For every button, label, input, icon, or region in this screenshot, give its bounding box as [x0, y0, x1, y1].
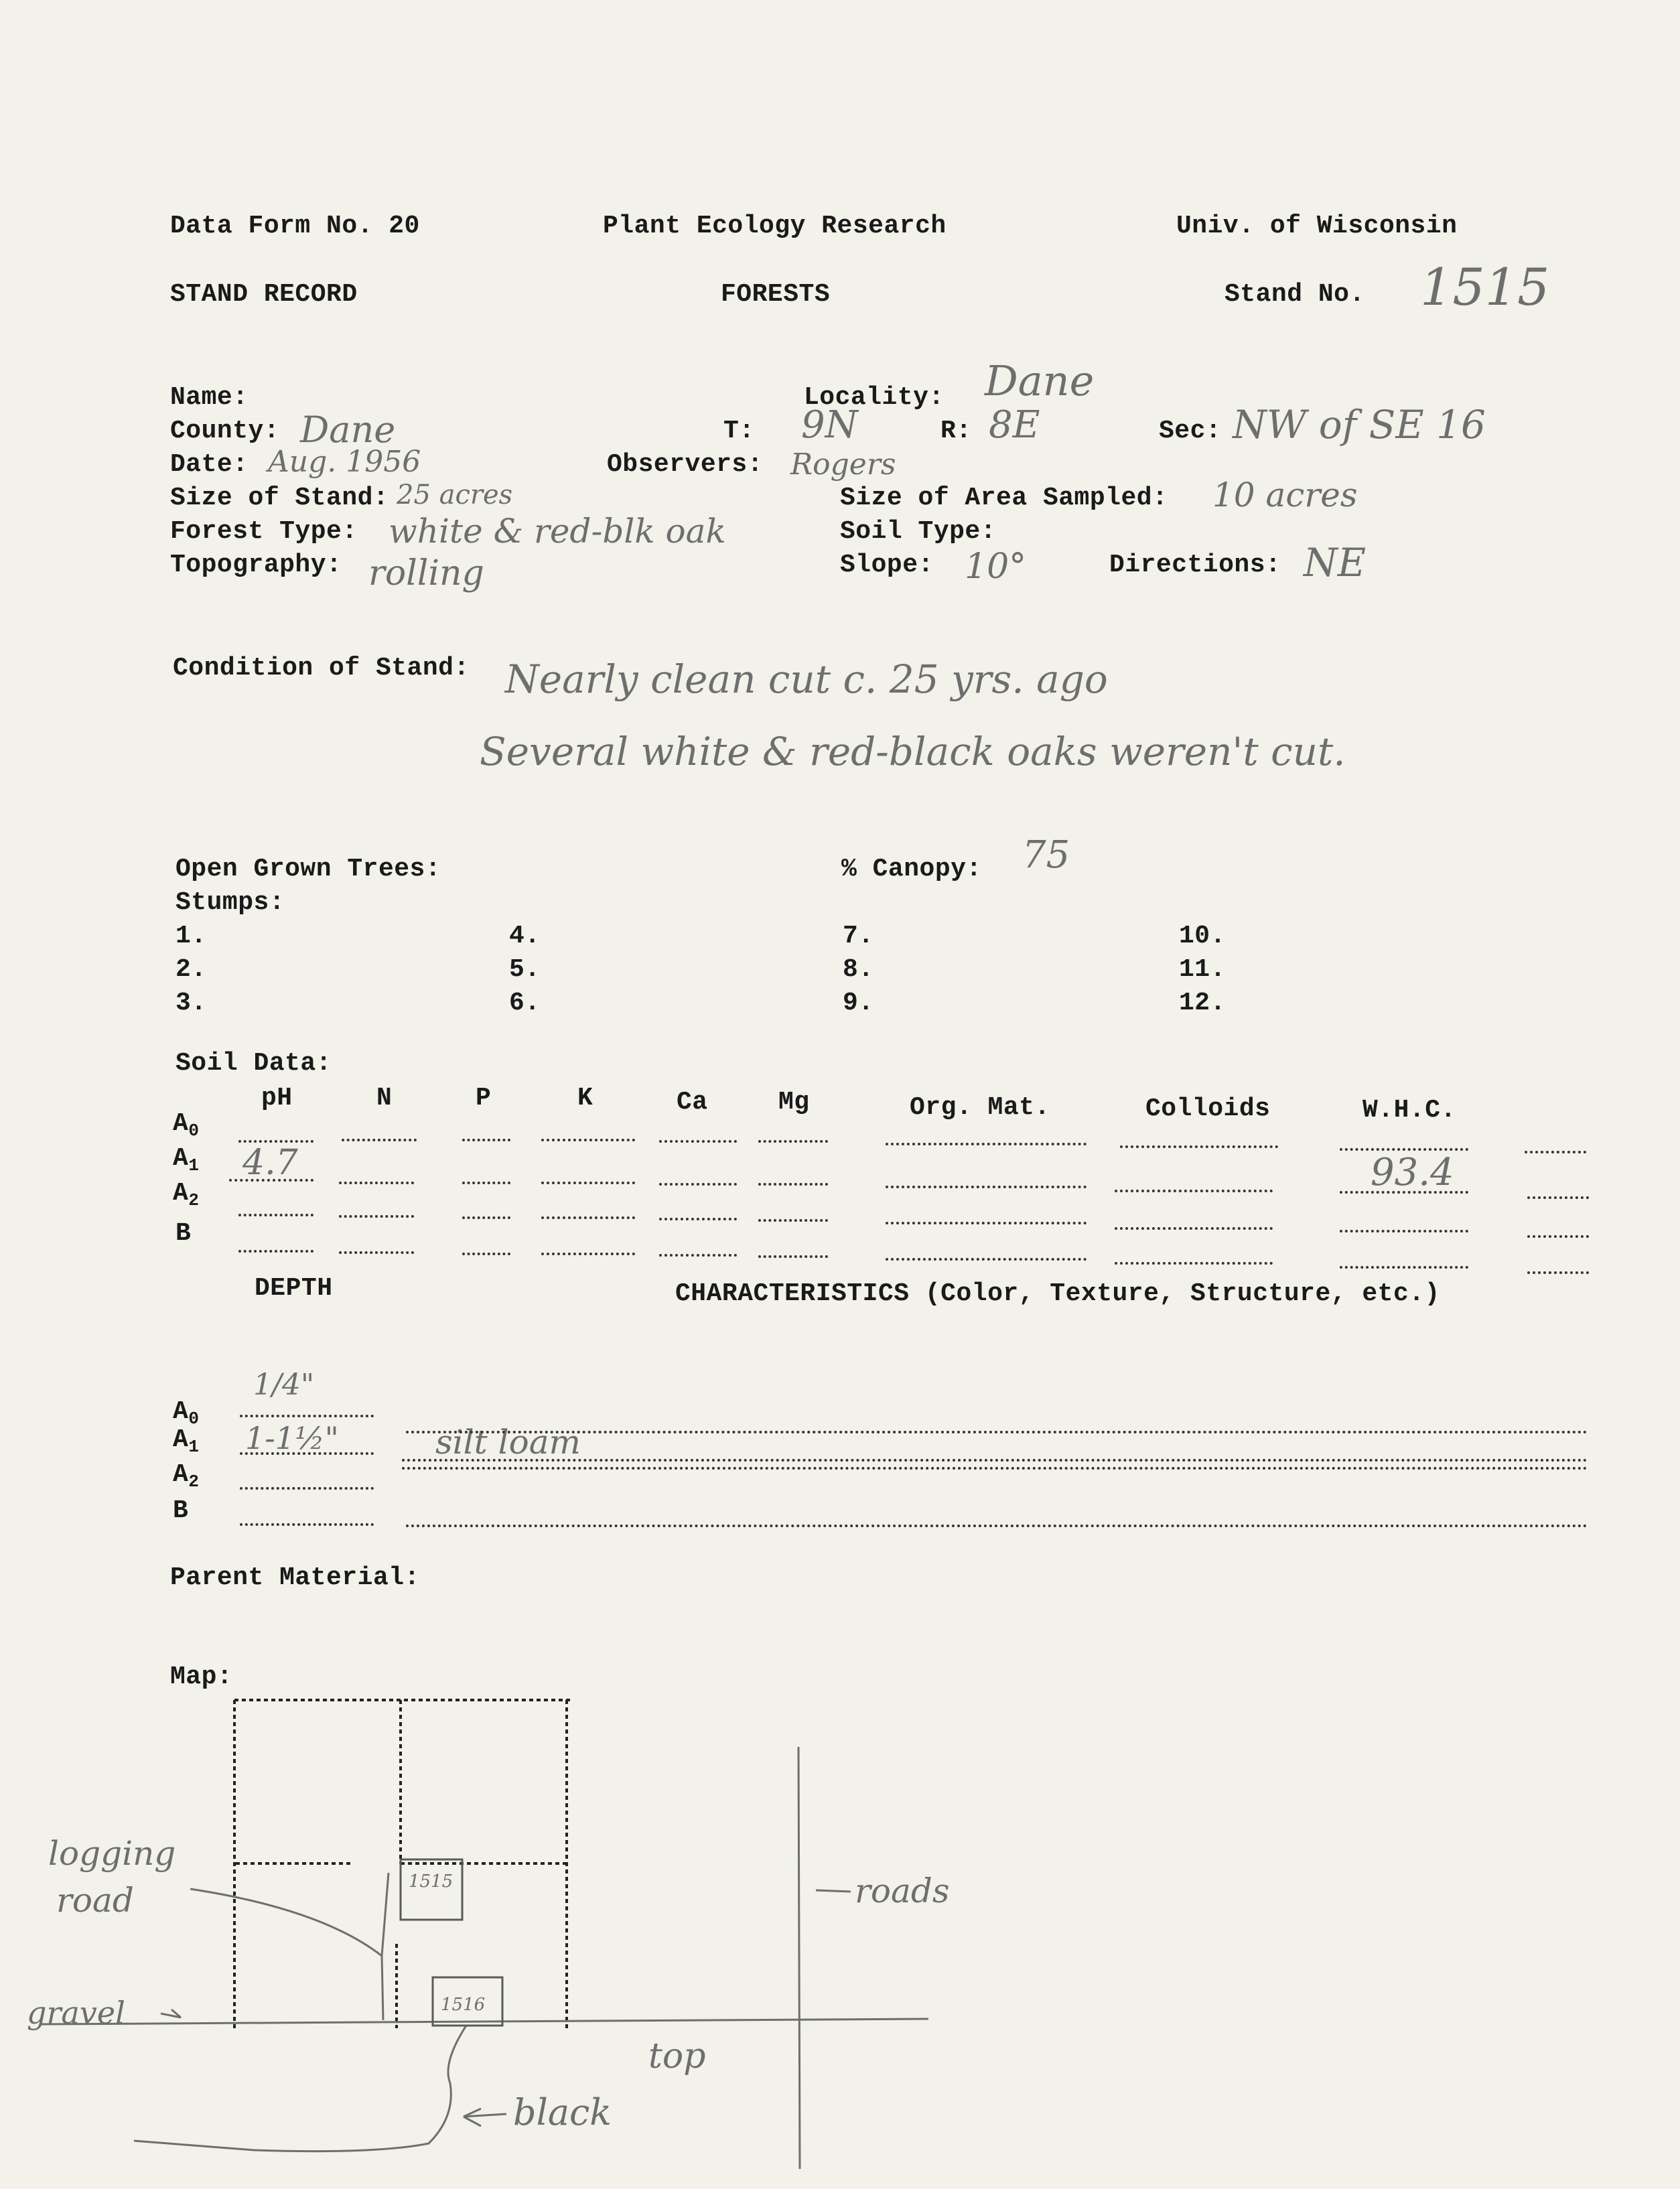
record-type: STAND RECORD: [170, 280, 358, 309]
condition-line-1: Nearly clean cut c. 25 yrs. ago: [505, 656, 1108, 702]
locality-label: Locality:: [804, 383, 944, 412]
directions-label: Directions:: [1109, 551, 1281, 579]
col-org-mat: Org. Mat.: [910, 1093, 1050, 1122]
col-ca: Ca: [677, 1088, 708, 1117]
a1-ph-value: 4.7: [242, 1143, 298, 1183]
form-number: Data Form No. 20: [170, 212, 420, 240]
condition-label: Condition of Stand:: [173, 654, 470, 683]
organization: Plant Ecology Research: [603, 212, 947, 240]
col-k: K: [577, 1084, 593, 1113]
topography-label: Topography:: [170, 551, 342, 579]
canopy-value: 75: [1022, 833, 1070, 877]
directions-value: NE: [1304, 540, 1367, 585]
stump-5: 5.: [509, 955, 541, 984]
gravel-label: gravel: [27, 1995, 125, 2031]
soil-data-label: Soil Data:: [176, 1049, 332, 1078]
a1-characteristics-value: silt loam: [435, 1423, 581, 1462]
a0-depth-value: 1/4": [253, 1368, 315, 1402]
t-label: T:: [723, 417, 755, 445]
horizon-a0: $A_0$: [173, 1109, 200, 1141]
profile-horizon-a0: $A_0$: [173, 1397, 200, 1429]
date-label: Date:: [170, 450, 249, 479]
section-grid: [234, 1700, 571, 2028]
stand-number-value: 1515: [1420, 257, 1550, 317]
roads-label: roads: [855, 1872, 950, 1910]
stump-6: 6.: [509, 989, 541, 1017]
col-n: N: [376, 1084, 393, 1113]
stand-1515-label: 1515: [409, 1872, 453, 1892]
t-value: 9N: [801, 403, 858, 447]
col-mg: Mg: [778, 1088, 810, 1117]
size-of-area-value: 10 acres: [1212, 476, 1358, 514]
profile-horizon-a2: $A_2$: [173, 1460, 200, 1492]
stumps-label: Stumps:: [176, 888, 285, 917]
slope-label: Slope:: [840, 551, 934, 579]
gravel-arrow: [161, 2009, 181, 2018]
condition-line-2: Several white & red-black oaks weren't cut.: [480, 729, 1346, 774]
university: Univ. of Wisconsin: [1176, 212, 1458, 240]
observers-label: Observers:: [607, 450, 764, 479]
pencil-lines: [40, 1747, 928, 2169]
date-value: Aug. 1956: [268, 445, 421, 479]
size-of-stand-value: 25 acres: [397, 480, 513, 510]
slope-value: 10°: [965, 547, 1027, 587]
map-label: Map:: [170, 1663, 233, 1691]
observers-value: Rogers: [790, 447, 896, 482]
county-label: County:: [170, 417, 280, 445]
open-grown-trees-label: Open Grown Trees:: [176, 855, 441, 884]
logging-road-label-1: logging: [48, 1834, 176, 1873]
profile-horizon-a1: $A_1$: [173, 1425, 200, 1457]
stand-1516-label: 1516: [441, 1995, 486, 2015]
logging-road-label-2: road: [56, 1881, 134, 1920]
a1-whc-value: 93.4: [1371, 1151, 1454, 1194]
stump-10: 10.: [1179, 922, 1226, 950]
r-label: R:: [940, 417, 972, 445]
parent-material-label: Parent Material:: [170, 1563, 420, 1592]
topography-value: rolling: [368, 553, 484, 593]
size-of-area-label: Size of Area Sampled:: [840, 484, 1168, 512]
sec-value: NW of SE 16: [1233, 402, 1486, 447]
depth-label: DEPTH: [255, 1274, 333, 1303]
sec-label: Sec:: [1159, 417, 1222, 445]
forest-type-label: Forest Type:: [170, 517, 358, 546]
soil-type-label: Soil Type:: [840, 517, 997, 546]
stump-8: 8.: [843, 955, 874, 984]
col-whc: W.H.C.: [1362, 1096, 1456, 1125]
stump-12: 12.: [1179, 989, 1226, 1017]
profile-horizon-b: B: [173, 1496, 189, 1525]
forest-type-value: white & red-blk oak: [389, 512, 726, 551]
county-value: Dane: [300, 409, 396, 451]
stump-1: 1.: [176, 922, 207, 950]
category: FORESTS: [721, 280, 831, 309]
col-p: P: [476, 1084, 492, 1113]
canopy-label: % Canopy:: [841, 855, 982, 884]
col-ph: pH: [261, 1084, 293, 1113]
horizon-b: B: [176, 1219, 192, 1248]
stump-11: 11.: [1179, 955, 1226, 984]
a1-depth-value: 1-1½": [245, 1420, 339, 1456]
locality-value: Dane: [985, 356, 1095, 405]
name-label: Name:: [170, 383, 249, 412]
stand-number-label: Stand No.: [1224, 280, 1365, 309]
stump-7: 7.: [843, 922, 874, 950]
horizon-a1: $A_1$: [173, 1144, 200, 1176]
blacktop-label-top: top: [648, 2036, 706, 2076]
stump-4: 4.: [509, 922, 541, 950]
r-value: 8E: [989, 403, 1040, 447]
stump-3: 3.: [176, 989, 207, 1017]
stump-9: 9.: [843, 989, 874, 1017]
horizon-a2: $A_2$: [173, 1179, 200, 1210]
blacktop-label-black: black: [513, 2091, 612, 2133]
stump-2: 2.: [176, 955, 207, 984]
size-of-stand-label: Size of Stand:: [170, 484, 389, 512]
col-colloids: Colloids: [1145, 1094, 1271, 1123]
characteristics-label: CHARACTERISTICS (Color, Texture, Structure, etc.): [675, 1279, 1440, 1308]
